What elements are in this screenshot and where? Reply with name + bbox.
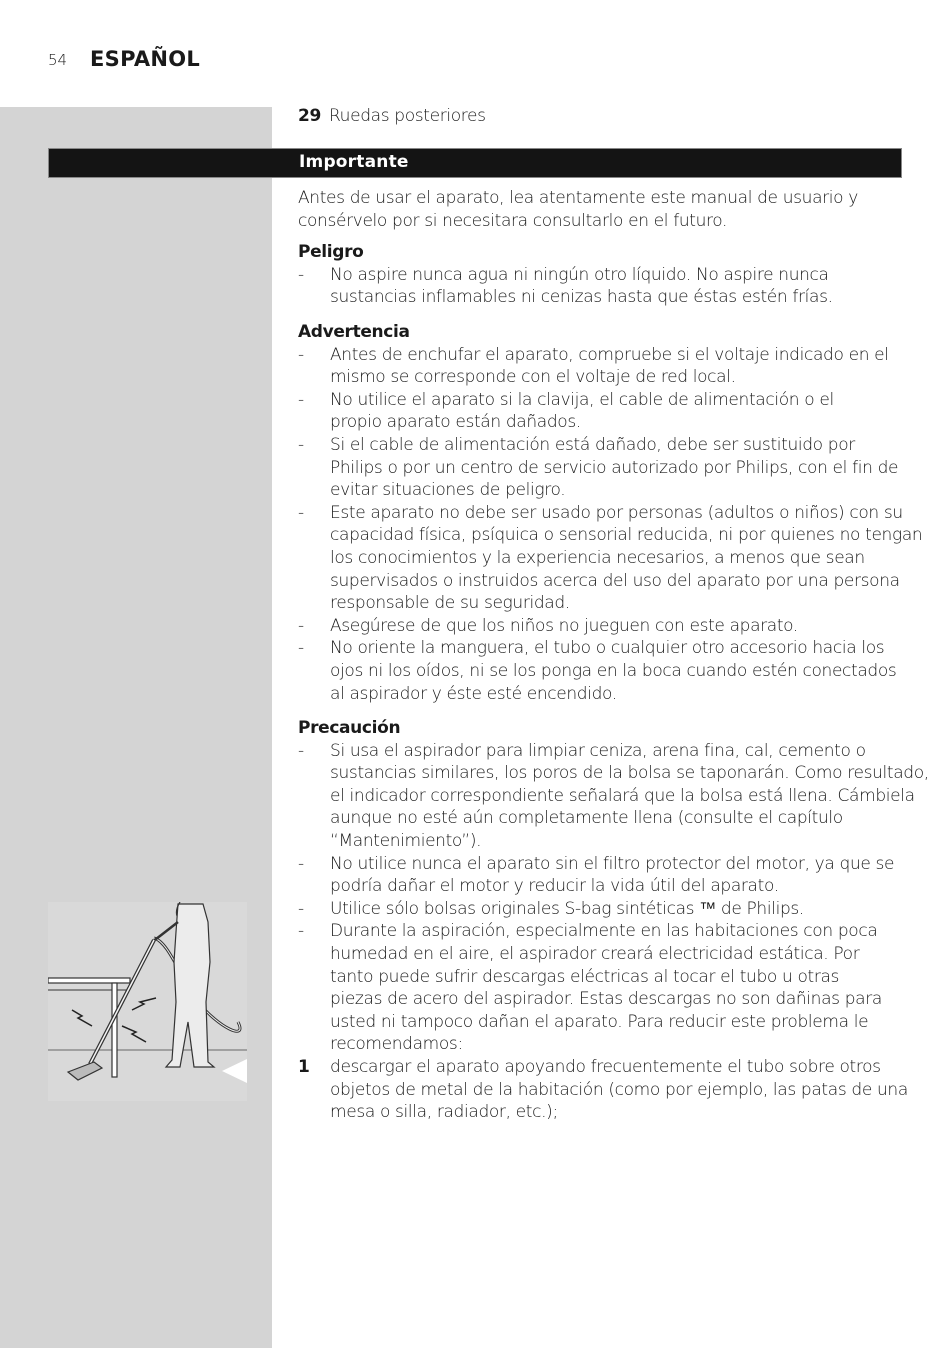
dash: - [298, 638, 304, 659]
list-item: - No oriente la manguera, el tubo o cualquier otro accesorio hacia los ojos ni los oídos, ni se los ponga en la boca cuando estén conectados al aspirador y éste esté encendido. [298, 638, 897, 704]
vacuum-static-shock-illustration [48, 902, 247, 1101]
dash: - [298, 898, 304, 919]
dash: - [298, 921, 304, 942]
callout-pointer [222, 1059, 247, 1083]
intro-paragraph: Antes de usar el aparato, lea atentamente este manual de usuario y consérvelo por si necesitara consultarlo en el futuro. [298, 188, 858, 231]
illustration-graphic [48, 902, 247, 1101]
section-precaucion [298, 717, 929, 1124]
banner-title: Importante [299, 152, 409, 172]
list-item: - Antes de enchufar el aparato, compruebe si el voltaje indicado en el mismo se corresponde con el voltaje de red local. [298, 344, 889, 388]
list-item: - No utilice nunca el aparato sin el filtro protector del motor, ya que se podría dañar el motor y reducir la vida útil del aparato. [298, 853, 895, 897]
dash: - [298, 344, 304, 365]
language-section-title: ESPAÑOL [90, 47, 201, 71]
left-margin-panel [0, 107, 272, 1348]
dash: - [298, 502, 304, 523]
list-item: - No utilice el aparato si la clavija, el cable de alimentación o el propio aparato están dañados. [298, 389, 834, 433]
dash: - [298, 434, 304, 455]
part-item [298, 105, 486, 128]
list-item: - Este aparato no debe ser usado por personas (adultos o niños) con su capacidad física, psíquica o sensorial reducida, ni por quienes no tengan los conocimientos y la experiencia necesarios, a menos que sean supervisados o instruidos acerca del uso del aparato por una persona responsable de su seguridad. [298, 502, 923, 614]
dash: - [298, 740, 304, 761]
dash: - [298, 264, 304, 285]
page-number: 54 [48, 51, 68, 69]
list-item: - Asegúrese de que los niños no jueguen con este aparato. [298, 615, 798, 636]
step-item: 1 descargar el aparato apoyando frecuentemente el tubo sobre otros objetos de metal de la habitación (como por ejemplo, las patas de una mesa o silla, radiador, etc.); [298, 1056, 908, 1123]
list-item: - No aspire nunca agua ni ningún otro líquido. No aspire nunca sustancias inflamables ni cenizas hasta que éstas estén frías. [298, 264, 833, 308]
part-number: 29 [298, 106, 321, 126]
dash: - [298, 615, 304, 636]
step-number: 1 [298, 1056, 310, 1077]
dash: - [298, 389, 304, 410]
list-item: - Utilice sólo bolsas originales S-bag sintéticas ™ de Philips. [298, 898, 804, 919]
section-peligro [298, 241, 918, 309]
part-label: Ruedas posteriores [328, 106, 486, 126]
dash: - [298, 853, 304, 874]
important-banner [48, 148, 902, 178]
list-item: - Durante la aspiración, especialmente en las habitaciones con poca humedad en el aire, el aspirador creará electricidad estática. Por tanto puede sufrir descargas eléctricas al tocar el tubo u otras piezas de acero del aspirador. Estas descargas no son dañinas para usted ni tampoco dañan el aparato. Para reducir este problema le recomendamos: [298, 921, 882, 1055]
list-item: - Si usa el aspirador para limpiar ceniza, arena fina, cal, cemento o sustancias similares, los poros de la bolsa se taponarán. Como resultado, el indicador correspondiente señalará que la bolsa está llena. Cámbiela aunque no esté aún completamente llena (consulte el capítulo “Mantenimiento”). [298, 740, 929, 851]
section-heading: Advertencia [298, 322, 410, 342]
section-advertencia [298, 321, 923, 705]
list-item: - Si el cable de alimentación está dañado, debe ser sustituido por Philips o por un centro de servicio autorizado por Philips, con el fin de evitar situaciones de peligro. [298, 434, 899, 501]
section-heading: Precaución [298, 718, 401, 738]
section-heading: Peligro [298, 242, 364, 262]
